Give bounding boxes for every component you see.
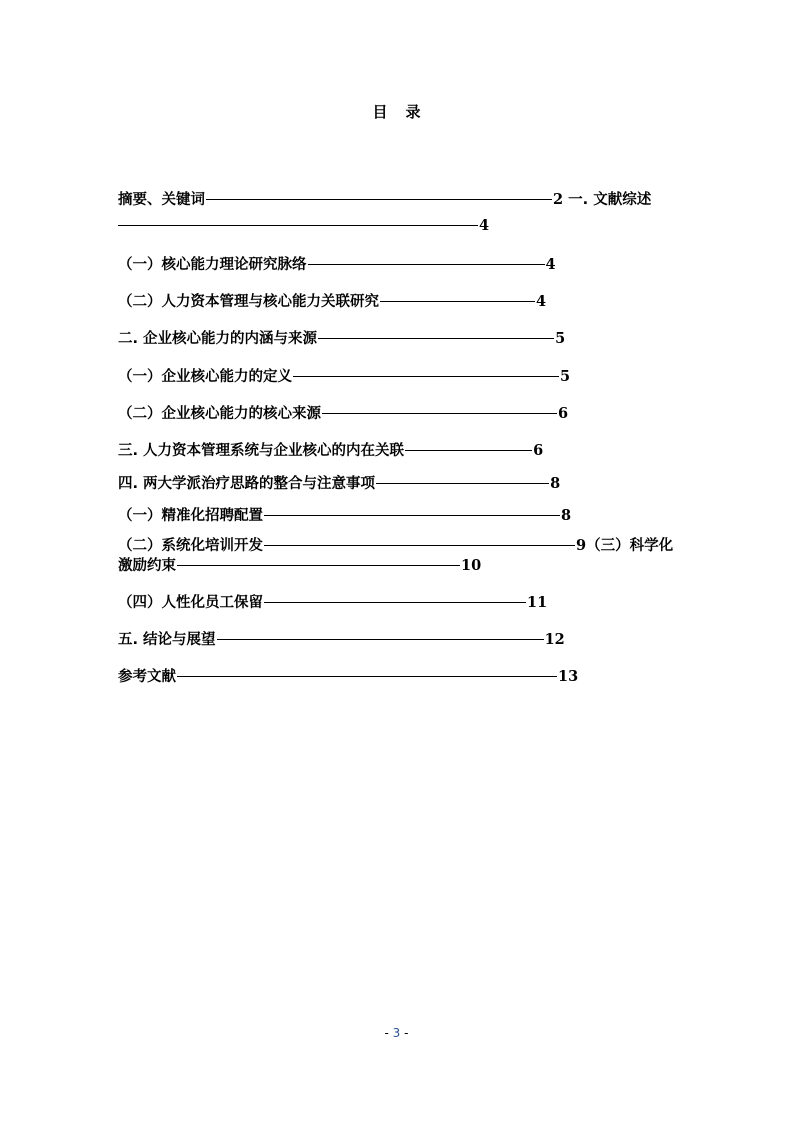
toc-entry-label: （二）企业核心能力的核心来源 bbox=[118, 406, 321, 422]
toc-entry-human-capital-relation[interactable] bbox=[118, 293, 546, 311]
toc-entry-chapter-3[interactable] bbox=[118, 442, 543, 460]
leader-line bbox=[318, 338, 554, 339]
toc-entry-label: （二）系统化培训开发 bbox=[118, 538, 263, 554]
toc-page-number: 10 bbox=[461, 557, 482, 574]
toc-entry-label: 二. 企业核心能力的内涵与来源 bbox=[118, 331, 318, 347]
toc-entry-label: 激励约束 bbox=[118, 558, 176, 574]
toc-page-number: 6 bbox=[558, 405, 569, 422]
toc-entry-literature-review[interactable] bbox=[118, 217, 489, 235]
toc-entry-label: （一）企业核心能力的定义 bbox=[118, 369, 292, 385]
page-number: 3 bbox=[392, 1026, 401, 1040]
leader-line bbox=[264, 602, 526, 603]
toc-entry-abstract-keywords[interactable] bbox=[118, 191, 651, 209]
toc-entry-label: 摘要、关键词 bbox=[118, 192, 205, 208]
toc-page-number: 8 bbox=[550, 475, 561, 492]
toc-page-number: 13 bbox=[558, 668, 579, 685]
toc-entry-chapter-4[interactable] bbox=[118, 475, 560, 493]
leader-line bbox=[118, 225, 478, 226]
leader-line bbox=[217, 639, 544, 640]
toc-page-number: 2 bbox=[553, 191, 564, 208]
toc-page-number: 6 bbox=[533, 442, 544, 459]
toc-entry-label: 五. 结论与展望 bbox=[118, 632, 216, 648]
toc-entry-chapter-2[interactable] bbox=[118, 330, 565, 348]
toc-entry-label: （二）人力资本管理与核心能力关联研究 bbox=[118, 294, 379, 310]
toc-page-number: 4 bbox=[545, 256, 556, 273]
toc-page-number: 9 bbox=[576, 537, 587, 554]
toc-entry-label: （四）人性化员工保留 bbox=[118, 595, 263, 611]
leader-line bbox=[264, 515, 560, 516]
toc-entry-retention[interactable] bbox=[118, 594, 547, 612]
toc-page-number: 8 bbox=[561, 507, 572, 524]
leader-line bbox=[206, 199, 552, 200]
toc-entry-label: （三）科学化 bbox=[586, 538, 674, 554]
toc-entry-label: 一. 文献综述 bbox=[563, 192, 652, 208]
toc-page-number: 5 bbox=[555, 330, 566, 347]
toc-title: 目录 bbox=[372, 103, 439, 121]
leader-line bbox=[308, 264, 545, 265]
page-footer bbox=[0, 1026, 793, 1040]
toc-page-number: 5 bbox=[560, 368, 571, 385]
leader-line bbox=[177, 565, 460, 566]
leader-line bbox=[322, 413, 557, 414]
leader-line bbox=[405, 450, 532, 451]
toc-entry-label: 四. 两大学派治疗思路的整合与注意事项 bbox=[118, 476, 376, 492]
leader-line bbox=[293, 376, 559, 377]
toc-entry-definition[interactable] bbox=[118, 368, 570, 386]
toc-entry-recruitment[interactable] bbox=[118, 507, 571, 525]
toc-page-number: 12 bbox=[544, 631, 565, 648]
leader-line bbox=[380, 301, 535, 302]
leader-line bbox=[177, 676, 557, 677]
footer-suffix: - bbox=[400, 1026, 409, 1040]
toc-entry-label: 三. 人力资本管理系统与企业核心的内在关联 bbox=[118, 443, 405, 459]
toc-entry-references[interactable] bbox=[118, 668, 578, 686]
toc-entry-label: 参考文献 bbox=[118, 669, 176, 685]
toc-entry-chapter-5[interactable] bbox=[118, 631, 565, 649]
leader-line bbox=[376, 483, 549, 484]
toc-page-number: 4 bbox=[536, 293, 547, 310]
toc-entry-core-ability-theory[interactable] bbox=[118, 256, 556, 274]
toc-entry-label: （一）核心能力理论研究脉络 bbox=[118, 257, 307, 273]
toc-entry-label: （一）精准化招聘配置 bbox=[118, 508, 263, 524]
toc-page-number: 11 bbox=[527, 594, 548, 611]
toc-page-number: 4 bbox=[479, 217, 490, 234]
toc-entry-training[interactable] bbox=[118, 537, 673, 555]
footer-prefix: - bbox=[384, 1026, 393, 1040]
toc-entry-incentive[interactable] bbox=[118, 557, 481, 575]
leader-line bbox=[264, 545, 575, 546]
toc-entry-core-source[interactable] bbox=[118, 405, 568, 423]
